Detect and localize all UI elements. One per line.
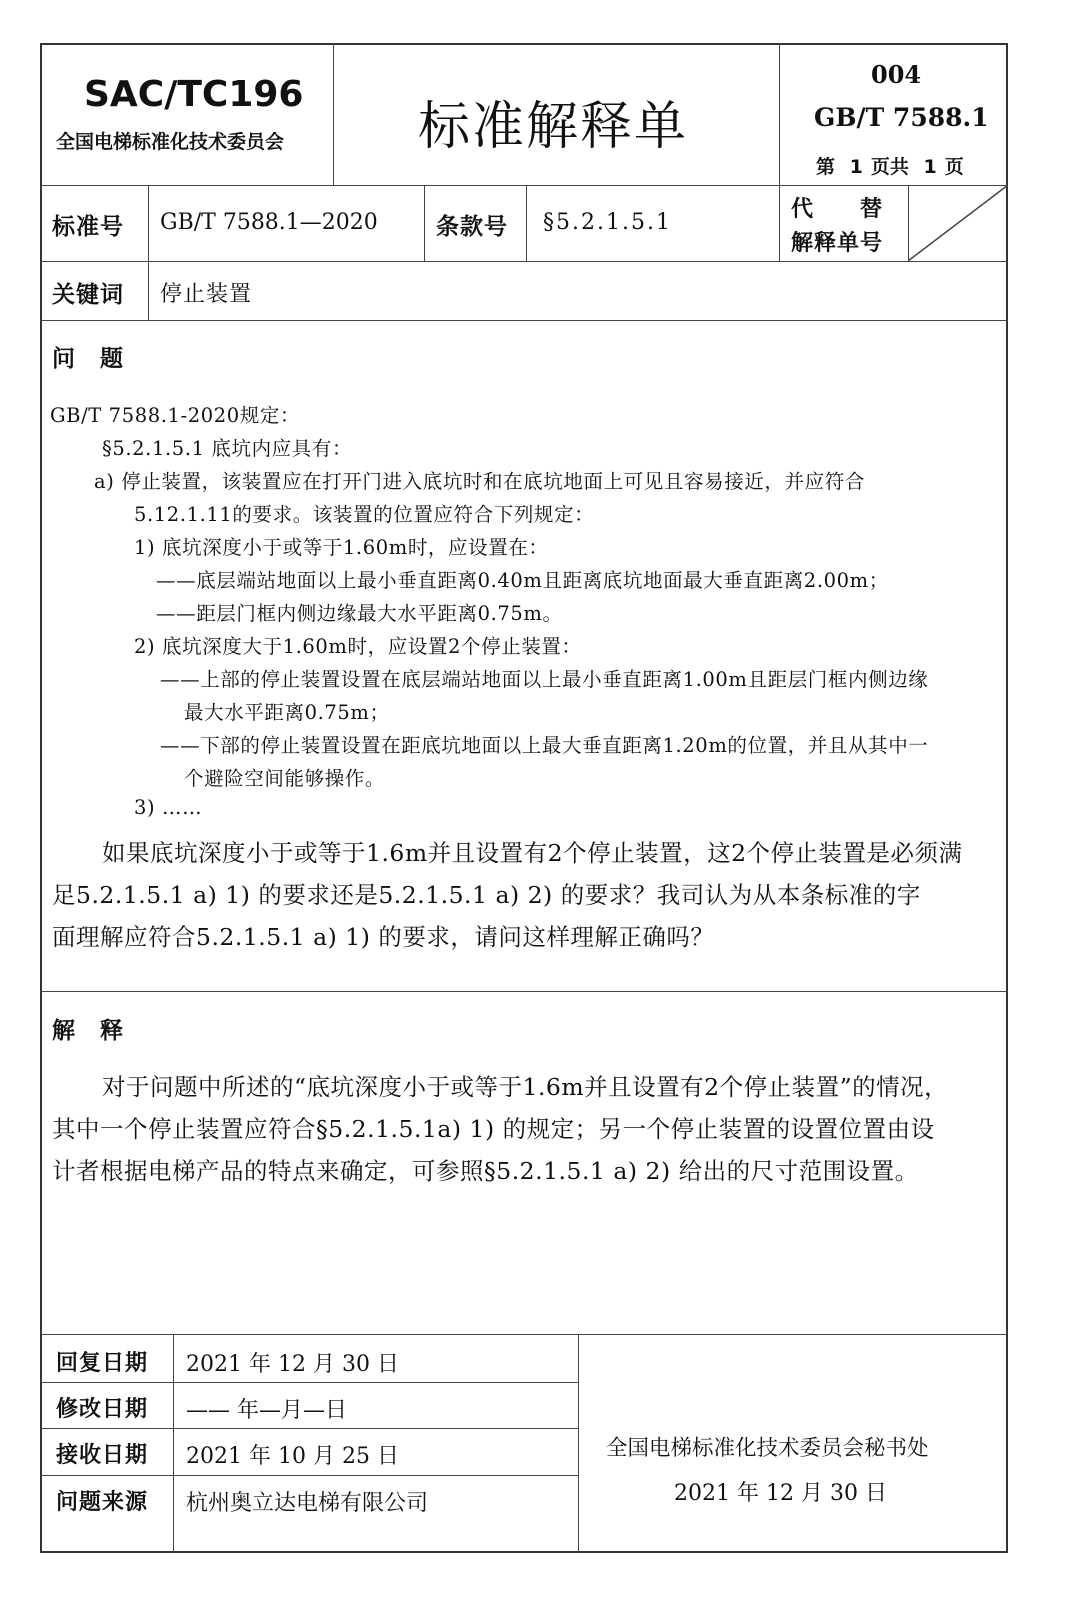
page-info: 第 1 页共 1 页 <box>816 156 964 178</box>
divider <box>40 1334 1008 1335</box>
divider <box>40 991 1008 992</box>
standard-number-value: GB/T 7588.1—2020 <box>160 210 378 235</box>
question-line: 最大水平距离0.75m； <box>184 701 390 724</box>
modify-date-value: —— 年—月—日 <box>186 1398 347 1423</box>
reply-date-label: 回复日期 <box>56 1351 149 1376</box>
standard-number-label: 标准号 <box>52 214 124 240</box>
question-line: 1) 底坑深度小于或等于1.60m时，应设置在： <box>134 536 549 559</box>
issuer-name: 全国电梯标准化技术委员会秘书处 <box>606 1436 929 1461</box>
keyword-value: 停止装置 <box>160 282 253 307</box>
divider <box>779 43 780 261</box>
org-code: SAC/TC196 <box>84 74 304 115</box>
doc-number: 004 <box>871 60 922 89</box>
receive-date-value: 2021 年 10 月 25 日 <box>186 1444 399 1469</box>
divider <box>40 320 1008 321</box>
question-line: a) 停止装置，该装置应在打开门进入底坑时和在底坑地面上可见且容易接近，并应符合 <box>94 470 865 493</box>
question-line: §5.2.1.5.1 底坑内应具有： <box>102 437 353 460</box>
divider <box>578 1334 579 1553</box>
question-line: 个避险空间能够操作。 <box>184 767 386 790</box>
interpretation-line: 对于问题中所述的“底坑深度小于或等于1.6m并且设置有2个停止装置”的情况， <box>102 1073 949 1101</box>
modify-date-label: 修改日期 <box>56 1397 149 1422</box>
divider <box>424 185 425 261</box>
question-paragraph-line: 足5.2.1.5.1 a) 1) 的要求还是5.2.1.5.1 a) 2) 的要求？我司认为从本条标准的字 <box>52 881 921 909</box>
question-line: ——距层门框内侧边缘最大水平距离0.75m。 <box>156 602 563 625</box>
question-line: ——底层端站地面以上最小垂直距离0.40m且距离底坑地面最大垂直距离2.00m； <box>156 569 889 592</box>
divider <box>148 185 149 320</box>
question-line: GB/T 7588.1-2020规定： <box>50 404 301 427</box>
question-source-value: 杭州奥立达电梯有限公司 <box>186 1491 429 1516</box>
question-paragraph-line: 面理解应符合5.2.1.5.1 a) 1) 的要求，请问这样理解正确吗？ <box>52 923 715 951</box>
divider <box>40 185 1008 186</box>
reply-date-value: 2021 年 12 月 30 日 <box>186 1352 399 1377</box>
question-line: ——上部的停止装置设置在底层端站地面以上最小垂直距离1.00m且距层门框内侧边缘 <box>160 668 929 691</box>
question-source-label: 问题来源 <box>56 1490 149 1515</box>
divider <box>526 185 527 261</box>
question-line: 2) 底坑深度大于1.60m时，应设置2个停止装置： <box>134 635 582 658</box>
interpretation-line: 计者根据电梯产品的特点来确定，可参照§5.2.1.5.1 a) 2) 给出的尺寸范围设置。 <box>52 1157 919 1185</box>
interpretation-line: 其中一个停止装置应符合§5.2.1.5.1a) 1) 的规定；另一个停止装置的设置位置由设 <box>52 1115 935 1143</box>
divider <box>40 1382 578 1383</box>
standard-code: GB/T 7588.1 <box>814 103 989 132</box>
question-line: ——下部的停止装置设置在距底坑地面以上最大垂直距离1.20m的位置，并且从其中一 <box>160 734 929 757</box>
keyword-label: 关键词 <box>52 282 124 308</box>
issue-date: 2021 年 12 月 30 日 <box>674 1481 887 1506</box>
replace-label: 解释单号 <box>791 231 884 256</box>
divider <box>40 1428 578 1429</box>
question-paragraph-line: 如果底坑深度小于或等于1.6m并且设置有2个停止装置，这2个停止装置是必须满 <box>102 839 963 867</box>
form-title: 标准解释单 <box>418 97 689 157</box>
divider <box>40 261 1008 262</box>
divider <box>40 1475 578 1476</box>
divider <box>333 43 334 185</box>
clause-number-value: §5.2.1.5.1 <box>543 210 672 235</box>
receive-date-label: 接收日期 <box>56 1443 149 1468</box>
clause-number-label: 条款号 <box>436 214 508 240</box>
question-line: 3) …… <box>134 796 203 819</box>
replace-label: 代 替 <box>791 197 884 222</box>
interpretation-heading: 解 释 <box>52 1018 124 1044</box>
question-heading: 问 题 <box>52 346 124 372</box>
empty-cell-slash <box>908 185 1008 261</box>
question-line: 5.12.1.11的要求。该装置的位置应符合下列规定： <box>134 503 595 526</box>
divider <box>173 1334 174 1553</box>
org-name: 全国电梯标准化技术委员会 <box>56 131 285 153</box>
